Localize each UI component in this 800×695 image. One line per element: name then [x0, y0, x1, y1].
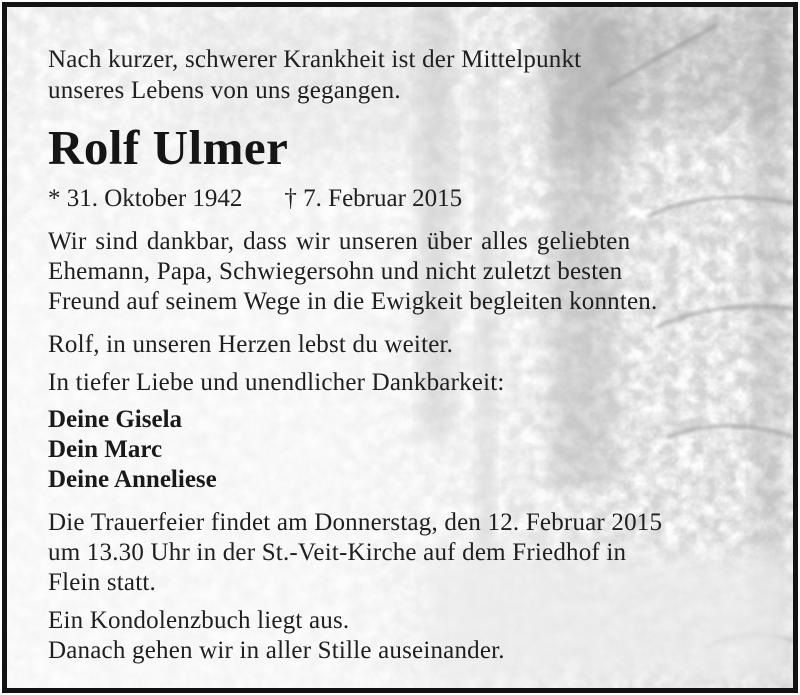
remembrance-line: Rolf, in unseren Herzen lebst du weiter. — [48, 331, 454, 358]
service-paragraph — [48, 508, 767, 598]
obituary-card — [2, 2, 798, 693]
service-line-3: Flein statt. — [48, 569, 156, 596]
condolence-line-1: Ein Kondolenzbuch liegt aus. — [48, 607, 350, 634]
condolence-paragraph — [48, 606, 767, 666]
tribute-line-2: Ehemann, Papa, Schwiegersohn und nicht zuletzt besten — [48, 258, 623, 285]
closing-line: In tiefer Liebe und unendlicher Dankbarkeit: — [48, 369, 505, 396]
intro-line-2: unseres Lebens von uns gegangen. — [48, 77, 401, 104]
tribute-line-3: Freund auf seinem Wege in die Ewigkeit begleiten konnten. — [48, 288, 658, 315]
obituary-text — [7, 7, 793, 688]
mourner-name: Deine Anneliese — [48, 466, 217, 493]
intro-line-1: Nach kurzer, schwerer Krankheit ist der Mittelpunkt — [48, 46, 582, 73]
service-line-1: Die Trauerfeier findet am Donnerstag, den 12. Februar 2015 — [48, 509, 663, 536]
condolence-line-2: Danach gehen wir in aller Stille auseinander. — [48, 637, 505, 664]
mourner-list — [48, 405, 767, 495]
deceased-name: Rolf Ulmer — [48, 120, 289, 175]
mourner-name: Dein Marc — [48, 436, 163, 463]
death-date: † 7. Februar 2015 — [284, 185, 463, 212]
life-dates — [48, 184, 767, 214]
intro-paragraph — [48, 44, 767, 106]
tribute-line-1: Wir sind dankbar, dass wir unseren über alles geliebten — [48, 228, 631, 255]
service-line-2: um 13.30 Uhr in der St.-Veit-Kirche auf dem Friedhof in — [48, 539, 627, 566]
tribute-paragraph — [48, 227, 767, 317]
birth-date: * 31. Oktober 1942 — [48, 185, 243, 212]
mourner-name: Deine Gisela — [48, 406, 183, 433]
